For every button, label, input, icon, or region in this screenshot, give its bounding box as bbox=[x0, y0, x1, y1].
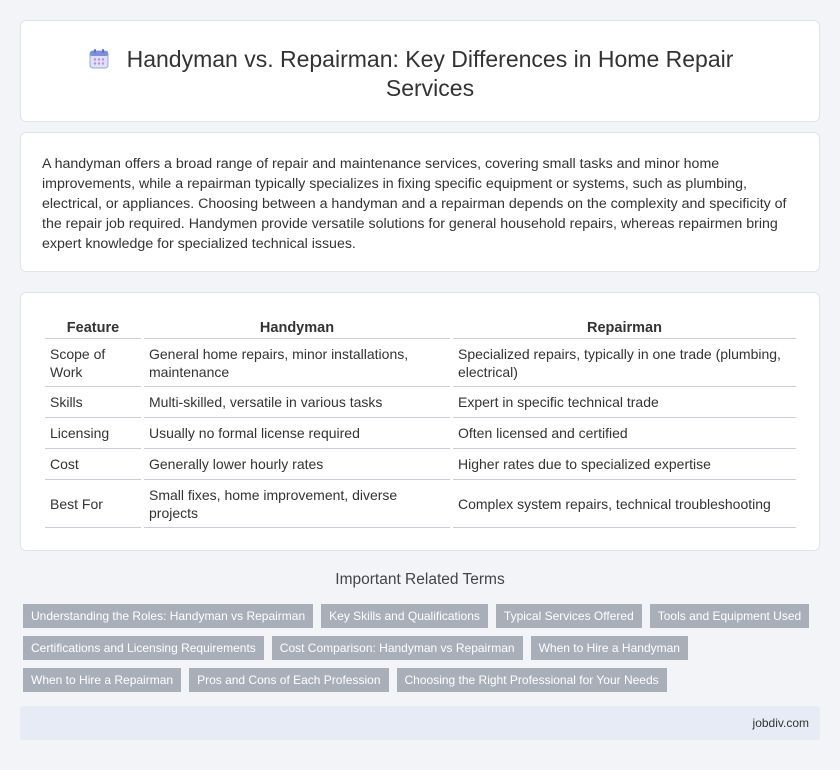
table-cell: Specialized repairs, typically in one trade (plumbing, electrical) bbox=[453, 339, 796, 387]
comparison-table-card bbox=[20, 292, 820, 551]
table-cell: Usually no formal license required bbox=[144, 418, 450, 449]
table-cell: General home repairs, minor installations, maintenance bbox=[144, 339, 450, 387]
table-cell: Cost bbox=[45, 449, 141, 480]
header-repairman: Repairman bbox=[453, 313, 796, 339]
table-cell: Expert in specific technical trade bbox=[453, 387, 796, 418]
related-term-link[interactable]: Tools and Equipment Used bbox=[650, 604, 809, 628]
header-card bbox=[20, 20, 820, 122]
table-cell: Generally lower hourly rates bbox=[144, 449, 450, 480]
table-row bbox=[45, 418, 796, 449]
header-handyman: Handyman bbox=[144, 313, 450, 339]
page-title: Handyman vs. Repairman: Key Differences in Home Repair Services bbox=[126, 46, 734, 101]
table-cell: Often licensed and certified bbox=[453, 418, 796, 449]
header-feature: Feature bbox=[45, 313, 141, 339]
table-cell: Scope of Work bbox=[45, 339, 141, 387]
related-term-link[interactable]: When to Hire a Repairman bbox=[23, 668, 181, 692]
table-row bbox=[45, 339, 796, 387]
comparison-table bbox=[42, 313, 799, 528]
footer-site-link[interactable]: jobdiv.com bbox=[752, 716, 809, 730]
related-terms-title: Important Related Terms bbox=[335, 571, 505, 588]
table-cell: Skills bbox=[45, 387, 141, 418]
table-cell: Multi-skilled, versatile in various tasks bbox=[144, 387, 450, 418]
table-cell: Best For bbox=[45, 480, 141, 528]
table-row bbox=[45, 449, 796, 480]
table-cell: Complex system repairs, technical troubleshooting bbox=[453, 480, 796, 528]
table-cell: Licensing bbox=[45, 418, 141, 449]
related-term-link[interactable]: Key Skills and Qualifications bbox=[321, 604, 488, 628]
related-term-link[interactable]: Cost Comparison: Handyman vs Repairman bbox=[272, 636, 523, 660]
table-row bbox=[45, 387, 796, 418]
table-row bbox=[45, 480, 796, 528]
related-term-link[interactable]: Typical Services Offered bbox=[496, 604, 642, 628]
table-cell: Small fixes, home improvement, diverse projects bbox=[144, 480, 450, 528]
related-term-link[interactable]: Understanding the Roles: Handyman vs Repairman bbox=[23, 604, 313, 628]
intro-card bbox=[20, 132, 820, 272]
related-terms-tags bbox=[23, 604, 813, 700]
related-term-link[interactable]: When to Hire a Handyman bbox=[531, 636, 688, 660]
related-term-link[interactable]: Pros and Cons of Each Profession bbox=[189, 668, 388, 692]
table-cell: Higher rates due to specialized expertise bbox=[453, 449, 796, 480]
related-term-link[interactable]: Certifications and Licensing Requirements bbox=[23, 636, 264, 660]
intro-paragraph: A handyman offers a broad range of repair and maintenance services, covering small tasks and minor home improvements, while a repairman typically specializes in fixing specific equipment or systems, such as plumbing, electrical, or appliances. Choosing between a handyman and a repairman depends on the complexity and specificity of the repair job required. Handymen provide versatile solutions for general household repairs, whereas repairmen bring expert knowledge for specialized technical issues. bbox=[42, 156, 787, 252]
related-term-link[interactable]: Choosing the Right Professional for Your Needs bbox=[397, 668, 667, 692]
footer bbox=[20, 706, 820, 740]
